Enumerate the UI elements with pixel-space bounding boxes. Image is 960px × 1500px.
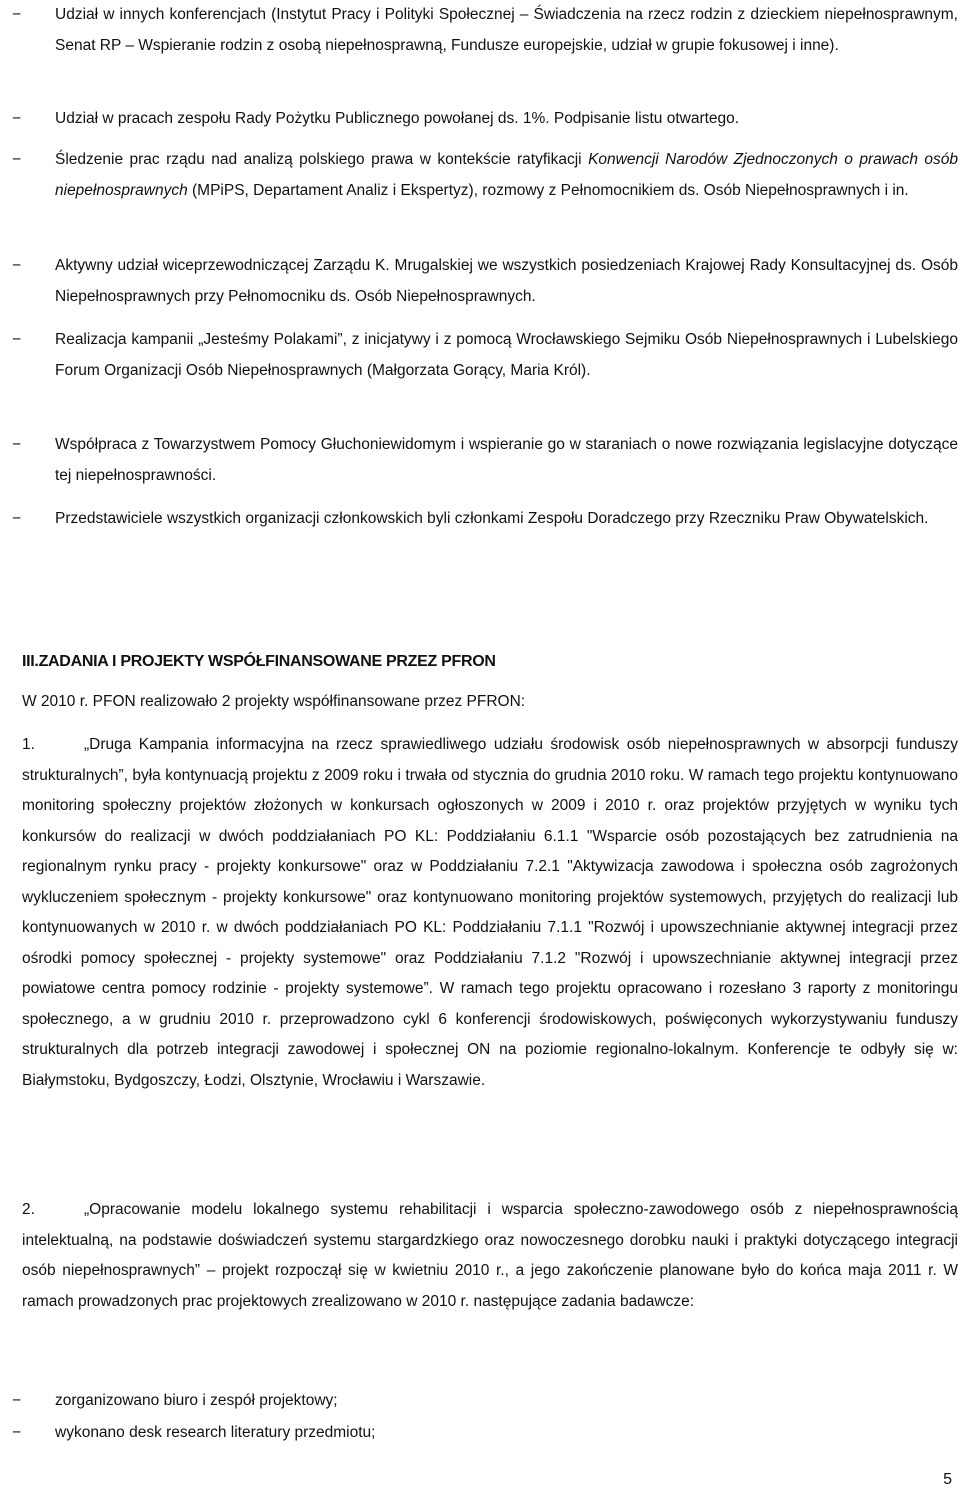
- bullet-dash: −: [12, 436, 22, 453]
- bullet-dash: −: [12, 1424, 22, 1441]
- numbered-item: [22, 730, 958, 1096]
- list-item-text: Realizacja kampanii „Jesteśmy Polakami”, z inicjatywy i z pomocą Wrocławskiego Sejmiku Osób Niepełnosprawnych i Lubelskiego Forum Organizacji Osób Niepełnosprawnych (Małgorzata Gorący, Maria Król).: [55, 331, 958, 379]
- bullet-dash: −: [12, 510, 22, 527]
- list-item: [12, 504, 958, 535]
- item-number: 2.: [22, 1201, 35, 1218]
- list-item-text: Przedstawiciele wszystkich organizacji członkowskich byli członkami Zespołu Doradczego przy Rzeczniku Praw Obywatelskich.: [55, 510, 929, 527]
- numbered-item-text: „Druga Kampania informacyjna na rzecz sprawiedliwego udziału środowisk osób niepełnosprawnych w absorpcji funduszy strukturalnych”, była kontynuacją projektu z 2009 roku i trwała od stycznia do grudnia 2010 roku. W ramach tego projektu kontynuowano monitoring społeczny projektów złożonych w konkursach ogłoszonych w 2009 i 2010 r. oraz projektów przyjętych w wyniku tych konkursów do realizacji w dwóch poddziałaniach PO KL: Poddziałaniu 6.1.1 "Wsparcie osób pozostających bez zatrudnienia na regionalnym rynku pracy - projekty konkursowe" oraz w Poddziałaniu 7.2.1 "Aktywizacja zawodowa i społeczna osób zagrożonych wykluczeniem społecznym - projekty konkursowe" oraz kontynuowano monitoring projektów systemowych, przyjętych do realizacji lub kontynuowanych w 2010 r. w dwóch poddziałaniach PO KL: Poddziałaniu 7.1.1 "Rozwój i upowszechnianie aktywnej integracji przez ośrodki pomocy społecznej - projekty systemowe" oraz Poddziałaniu 7.1.2 "Rozwój i upowszechnianie aktywnej integracji przez powiatowe centra pomocy rodzinie - projekty systemowe”. W ramach tego projektu opracowano i rozesłano 3 raporty z monitoringu społecznego, a w grudniu 2010 r. przeprowadzono cykl 6 konferencji środowiskowych, poświęconych wykorzystywaniu funduszy strukturalnych dla potrzeb integracji zawodowej i społecznej ON na poziomie regionalno-lokalnym. Konferencje te odbyły się w: Białymstoku, Bydgoszczy, Łodzi, Olsztynie, Wrocławiu i Warszawie.: [22, 736, 958, 1089]
- list-item: [12, 0, 958, 61]
- bullet-dash: −: [12, 257, 22, 274]
- item-number: 1.: [22, 736, 35, 753]
- list-item: [12, 104, 958, 135]
- list-item-text: (MPiPS, Departament Analiz i Ekspertyz), rozmowy z Pełnomocnikiem ds. Osób Niepełnosprawnych i in.: [187, 181, 909, 199]
- list-item: [12, 251, 958, 312]
- numbered-item-text: „Opracowanie modelu lokalnego systemu rehabilitacji i wsparcia społeczno-zawodowego osób z niepełnosprawnością intelektualną, na podstawie doświadczeń systemu stargardzkiego oraz nowoczesnego dorobku nauki i praktyki dotyczącego integracji osób niepełnosprawnych” – projekt rozpoczął się w kwietniu 2010 r., a jego zakończenie planowane było do końca maja 2011 r. W ramach prowadzonych prac projektowych zrealizowano w 2010 r. następujące zadania badawcze:: [22, 1201, 958, 1310]
- list-item: [12, 430, 958, 491]
- page-number: 5: [943, 1471, 952, 1488]
- list-item-text: Współpraca z Towarzystwem Pomocy Głuchoniewidomym i wspieranie go w staraniach o nowe rozwiązania legislacyjne dotyczące tej niepełnosprawności.: [55, 436, 958, 484]
- list-item: [12, 1418, 958, 1449]
- list-item: [12, 1386, 958, 1417]
- list-item-text: zorganizowano biuro i zespół projektowy;: [55, 1392, 338, 1409]
- section-heading: III.ZADANIA I PROJEKTY WSPÓŁFINANSOWANE PRZEZ PFRON: [22, 653, 496, 670]
- list-item: [12, 325, 958, 386]
- bullet-dash: −: [12, 1392, 22, 1409]
- list-item-text: wykonano desk research literatury przedmiotu;: [55, 1424, 376, 1441]
- list-item-text: Aktywny udział wiceprzewodniczącej Zarządu K. Mrugalskiej we wszystkich posiedzeniach Krajowej Rady Konsultacyjnej ds. Osób Niepełnosprawnych przy Pełnomocniku ds. Osób Niepełnosprawnych.: [55, 257, 958, 305]
- list-item-text: Udział w innych konferencjach (Instytut Pracy i Polityki Społecznej – Świadczenia na rzecz rodzin z dzieckiem niepełnosprawnym, Senat RP – Wspieranie rodzin z osobą niepełnosprawną, Fundusze europejskie, udział w grupie fokusowej i inne).: [55, 6, 958, 54]
- list-item-text: Udział w pracach zespołu Rady Pożytku Publicznego powołanej ds. 1%. Podpisanie listu otwartego.: [55, 110, 740, 127]
- section-intro: W 2010 r. PFON realizowało 2 projekty współfinansowane przez PFRON:: [22, 693, 526, 710]
- bullet-dash: −: [12, 110, 22, 127]
- bullet-dash: −: [12, 331, 22, 348]
- list-item-text: Śledzenie prac rządu nad analizą polskiego prawa w kontekście ratyfikacji: [55, 151, 589, 168]
- bullet-dash: −: [12, 151, 22, 168]
- list-item: [12, 145, 958, 206]
- bullet-dash: −: [12, 6, 22, 23]
- numbered-item: [22, 1195, 958, 1317]
- convention-title: Konwencji Narodów Zjednoczonych o prawach osób niepełnosprawnych: [55, 151, 958, 199]
